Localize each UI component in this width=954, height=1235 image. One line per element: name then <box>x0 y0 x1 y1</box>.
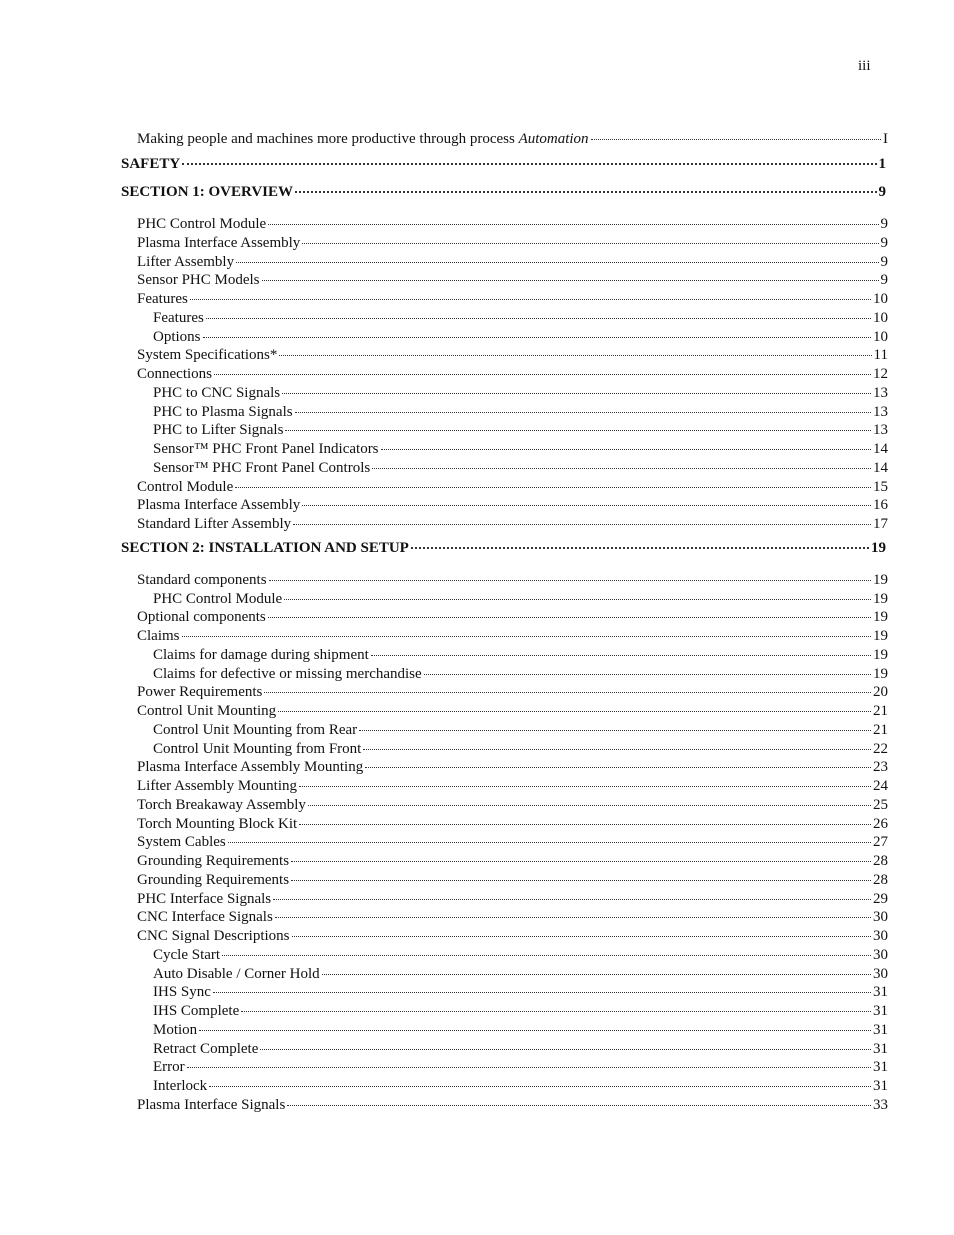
dot-leader <box>182 162 876 165</box>
toc-entry-page: 19 <box>873 665 888 682</box>
toc-entry-label <box>121 150 180 178</box>
toc-entry[interactable] <box>0 983 888 1002</box>
toc-entry-label <box>137 683 262 702</box>
toc-entry-label <box>153 965 320 984</box>
toc-entry-label <box>137 346 277 365</box>
toc-entry-page: 28 <box>873 853 888 869</box>
toc-entry-label <box>137 871 289 890</box>
toc-entry[interactable] <box>0 215 888 234</box>
toc-entry-title: Features <box>137 291 188 307</box>
toc-entry-page: 10 <box>873 291 888 307</box>
toc-entry-title: Retract Complete <box>153 1040 259 1057</box>
toc-entry-label <box>137 515 291 534</box>
toc-entry-page: 31 <box>873 1021 888 1038</box>
toc-entry-title: PHC to Plasma Signals <box>153 403 293 420</box>
toc-entry[interactable] <box>0 440 888 459</box>
dot-leader <box>302 242 878 244</box>
dot-leader <box>282 392 871 394</box>
toc-entry-title: SAFETY <box>121 156 181 172</box>
toc-entry[interactable] <box>0 871 888 890</box>
toc-entry[interactable] <box>0 796 888 815</box>
dot-leader <box>268 223 878 225</box>
dot-leader <box>295 190 876 193</box>
dot-leader <box>275 916 871 918</box>
toc-entry-page: 20 <box>873 684 888 701</box>
toc-entry-title: CNC Signal Descriptions <box>137 928 290 944</box>
toc-entry-title: Options <box>153 328 201 345</box>
dot-leader <box>228 841 871 843</box>
toc-entry-title: Plasma Interface Assembly Mounting <box>137 759 364 776</box>
toc-entry-page: 19 <box>873 628 888 644</box>
toc-entry-page: 19 <box>871 539 886 556</box>
toc-entry-page: 10 <box>873 309 888 326</box>
toc-entry-page: 19 <box>873 590 888 607</box>
page-number: iii <box>858 58 871 74</box>
toc-entry-label <box>153 421 283 440</box>
dot-leader <box>292 935 872 937</box>
dot-leader <box>213 991 871 993</box>
toc-entry-page: 25 <box>873 796 888 813</box>
toc-entry-title: Lifter Assembly <box>137 253 235 270</box>
toc-entry[interactable] <box>0 478 888 497</box>
toc-entry[interactable] <box>0 129 888 150</box>
toc-entry-title: Lifter Assembly Mounting <box>137 778 297 794</box>
toc-entry[interactable] <box>0 965 888 984</box>
toc-entry-label <box>137 852 289 871</box>
toc-entry-page: 15 <box>873 478 888 495</box>
dot-leader <box>273 898 871 900</box>
toc-entry-title: Sensor™ PHC Front Panel Indicators <box>153 441 379 457</box>
dot-leader <box>206 317 871 319</box>
toc-entry-page: 17 <box>873 516 888 532</box>
toc-entry-page: 30 <box>873 928 888 944</box>
dot-leader <box>424 673 871 675</box>
toc-entry-page: 28 <box>873 871 888 888</box>
toc-entry-title: Sensor™ PHC Front Panel Controls <box>153 459 371 476</box>
dot-leader <box>381 448 871 450</box>
toc-entry-title: PHC to CNC Signals <box>153 384 281 401</box>
dot-leader <box>291 879 871 881</box>
toc-entry-page: 22 <box>873 740 888 757</box>
toc-entry-label <box>153 1002 239 1021</box>
toc-entry-title: Grounding Requirements <box>137 871 290 888</box>
toc-entry-label <box>153 440 379 459</box>
toc-entry-page: 12 <box>873 366 888 382</box>
toc-entry[interactable] <box>0 1096 888 1115</box>
toc-entry[interactable] <box>0 927 888 946</box>
toc-entry-label <box>137 608 266 627</box>
toc-entry-title: Control Unit Mounting from Front <box>153 740 362 757</box>
toc-entry-page: 11 <box>873 347 888 364</box>
dot-leader <box>269 579 871 581</box>
toc-entry-page: 23 <box>873 759 888 776</box>
toc-entry-page: 19 <box>873 646 888 663</box>
dot-leader <box>372 467 871 469</box>
toc-entry-label <box>153 384 280 403</box>
dot-leader <box>278 710 871 712</box>
toc-entry-label <box>137 290 188 309</box>
toc-entry-label <box>137 253 234 272</box>
toc-entry-label <box>137 627 180 646</box>
toc-entry-page: 31 <box>873 1040 888 1057</box>
toc-entry[interactable] <box>0 571 888 590</box>
toc-entry-page: 19 <box>873 609 888 626</box>
dot-leader <box>299 823 871 825</box>
dot-leader <box>591 138 881 140</box>
toc-entry-label <box>153 946 220 965</box>
toc-entry-title: CNC Interface Signals <box>137 909 273 926</box>
dot-leader <box>262 279 879 281</box>
dot-leader <box>302 504 871 506</box>
toc-entry[interactable] <box>0 384 888 403</box>
toc-entry-label <box>137 365 212 384</box>
table-of-contents <box>0 129 954 1115</box>
toc-entry[interactable] <box>0 646 888 665</box>
toc-entry[interactable] <box>0 890 888 909</box>
toc-entry[interactable] <box>0 665 888 684</box>
toc-entry-page: 30 <box>873 909 888 926</box>
toc-entry-page: 13 <box>873 384 888 401</box>
toc-entry-label <box>153 721 357 740</box>
toc-entry[interactable] <box>0 833 888 852</box>
dot-leader <box>285 429 871 431</box>
toc-entry-label <box>153 403 293 422</box>
toc-entry[interactable] <box>0 1077 888 1096</box>
toc-entry-page: 9 <box>880 272 888 289</box>
toc-entry-title: Optional components <box>137 609 266 626</box>
toc-entry-label <box>153 1021 197 1040</box>
toc-entry-title: Standard components <box>137 571 267 588</box>
toc-entry-label <box>153 665 422 684</box>
toc-entry[interactable] <box>0 946 888 965</box>
toc-entry[interactable] <box>0 908 888 927</box>
toc-entry-page: 16 <box>873 497 888 514</box>
toc-entry-title: PHC Control Module <box>153 590 283 607</box>
toc-entry[interactable] <box>0 815 888 834</box>
dot-leader <box>182 635 871 637</box>
toc-entry[interactable] <box>0 346 888 365</box>
toc-entry[interactable] <box>0 1002 888 1021</box>
toc-entry-label <box>137 815 297 834</box>
toc-entry-page: 9 <box>878 184 886 200</box>
dot-leader <box>293 523 871 525</box>
toc-entry-title: Connections <box>137 366 212 382</box>
toc-entry-page: 30 <box>873 946 888 963</box>
toc-entry[interactable] <box>0 309 888 328</box>
toc-entry[interactable] <box>0 627 888 646</box>
toc-entry-label <box>137 234 300 253</box>
toc-entry-page: 31 <box>873 1003 888 1019</box>
toc-entry[interactable] <box>0 1058 888 1077</box>
dot-leader <box>260 1048 871 1050</box>
toc-entry-label <box>153 328 201 347</box>
toc-entry-page: 9 <box>880 234 888 251</box>
toc-entry-title: Control Unit Mounting from Rear <box>153 721 358 738</box>
toc-entry[interactable] <box>0 721 888 740</box>
toc-entry[interactable] <box>0 515 888 534</box>
toc-entry[interactable] <box>0 365 888 384</box>
toc-entry[interactable] <box>0 328 888 347</box>
toc-entry-page: 30 <box>873 965 888 982</box>
dot-leader <box>299 785 871 787</box>
toc-entry-label <box>153 1077 207 1096</box>
toc-entry-title: Claims <box>137 628 180 644</box>
toc-entry-page: 21 <box>873 703 888 719</box>
toc-entry-title: Interlock <box>153 1078 208 1094</box>
toc-entry-page: 10 <box>873 328 888 345</box>
toc-entry-label <box>137 571 267 590</box>
toc-entry-label <box>137 758 363 777</box>
toc-entry[interactable] <box>0 234 888 253</box>
toc-entry-label <box>153 1040 258 1059</box>
dot-leader <box>190 298 871 300</box>
toc-entry-title: Grounding Requirements <box>137 853 290 869</box>
toc-entry-title: Plasma Interface Assembly <box>137 234 301 251</box>
toc-entry-label <box>153 459 370 478</box>
toc-entry-label <box>153 309 204 328</box>
toc-entry-page: 31 <box>873 1059 888 1076</box>
toc-entry-title: Torch Breakaway Assembly <box>137 796 306 813</box>
toc-entry-title: Cycle Start <box>153 946 221 963</box>
toc-entry-label <box>137 215 266 234</box>
toc-entry-page: 26 <box>873 815 888 832</box>
toc-entry[interactable] <box>0 178 886 206</box>
toc-entry-title: Error <box>153 1059 185 1076</box>
toc-entry-page: 13 <box>873 422 888 439</box>
dot-leader <box>363 748 871 750</box>
toc-entry-label <box>153 740 361 759</box>
toc-entry[interactable] <box>0 1040 888 1059</box>
toc-entry-title: System Specifications* <box>137 347 278 364</box>
toc-entry[interactable] <box>0 150 886 178</box>
toc-entry-page: 9 <box>880 216 888 232</box>
dot-leader <box>411 546 869 549</box>
dot-leader <box>268 616 871 618</box>
toc-entry-label <box>153 646 369 665</box>
dot-leader <box>241 1010 871 1012</box>
toc-entry[interactable] <box>0 496 888 515</box>
toc-entry[interactable] <box>0 403 888 422</box>
toc-entry-page: 1 <box>878 156 886 172</box>
toc-entry-label <box>137 1096 285 1115</box>
dot-leader <box>359 729 871 731</box>
toc-entry[interactable] <box>0 459 888 478</box>
toc-entry-label <box>137 496 300 515</box>
toc-entry-label <box>137 129 589 150</box>
toc-entry-page: 24 <box>873 778 888 794</box>
toc-entry-title: IHS Sync <box>153 984 211 1001</box>
dot-leader <box>295 411 871 413</box>
toc-entry-title: Plasma Interface Assembly <box>137 497 301 514</box>
toc-entry-title: SECTION 1: OVERVIEW <box>121 184 294 200</box>
toc-entry-title: Power Requirements <box>137 684 263 701</box>
toc-entry-label <box>137 796 306 815</box>
toc-entry-page: 14 <box>873 441 888 457</box>
toc-entry-label <box>153 1058 185 1077</box>
toc-entry-label <box>137 777 297 796</box>
toc-entry-label <box>121 178 293 206</box>
toc-entry[interactable] <box>0 608 888 627</box>
dot-leader <box>264 691 871 693</box>
toc-entry-page: 19 <box>873 571 888 588</box>
toc-entry[interactable] <box>0 758 888 777</box>
toc-entry-label <box>153 983 211 1002</box>
dot-leader <box>365 766 871 768</box>
toc-entry[interactable] <box>0 534 886 562</box>
toc-entry[interactable] <box>0 740 888 759</box>
dot-leader <box>203 336 871 338</box>
toc-entry-title: Claims for defective or missing merchandise <box>153 665 422 682</box>
toc-entry[interactable] <box>0 683 888 702</box>
dot-leader <box>199 1029 871 1031</box>
dot-leader <box>291 860 871 862</box>
toc-entry[interactable] <box>0 421 888 440</box>
toc-entry-title: System Cables <box>137 834 226 851</box>
toc-entry[interactable] <box>0 271 888 290</box>
toc-entry-page: I <box>883 131 888 147</box>
toc-entry-label <box>137 890 271 909</box>
toc-entry[interactable] <box>0 777 888 796</box>
toc-entry-title: PHC Control Module <box>137 216 267 232</box>
dot-leader <box>322 973 871 975</box>
toc-entry[interactable] <box>0 852 888 871</box>
toc-entry-label <box>137 927 290 946</box>
toc-entry-label <box>137 833 226 852</box>
dot-leader <box>214 373 871 375</box>
toc-entry-label <box>137 478 233 497</box>
dot-leader <box>235 486 871 488</box>
toc-entry-label <box>137 702 276 721</box>
toc-entry-title: Making people and machines more productive through process <box>137 131 519 147</box>
toc-entry-title: Control Module <box>137 478 234 495</box>
toc-entry-label <box>121 534 409 562</box>
toc-entry[interactable] <box>0 253 888 272</box>
toc-entry-page: 13 <box>873 403 888 420</box>
toc-entry-page: 9 <box>880 253 888 270</box>
toc-entry-title: Claims for damage during shipment <box>153 646 369 663</box>
toc-entry-label <box>153 590 282 609</box>
toc-entry-page: 14 <box>873 459 888 476</box>
toc-entry-page: 33 <box>873 1096 888 1113</box>
toc-entry-page: 27 <box>873 834 888 851</box>
dot-leader <box>284 598 871 600</box>
toc-entry-title-emphasis: Automation <box>518 131 589 147</box>
dot-leader <box>209 1085 871 1087</box>
toc-entry-title: Auto Disable / Corner Hold <box>153 965 320 982</box>
dot-leader <box>308 804 871 806</box>
toc-entry-title: SECTION 2: INSTALLATION AND SETUP <box>121 539 409 556</box>
dot-leader <box>279 354 871 356</box>
toc-entry-title: Motion <box>153 1021 198 1038</box>
toc-entry[interactable] <box>0 702 888 721</box>
toc-entry-label <box>137 271 260 290</box>
toc-entry-title: Features <box>153 309 204 326</box>
toc-entry-title: PHC Interface Signals <box>137 890 272 907</box>
toc-entry-title: PHC to Lifter Signals <box>153 422 284 439</box>
toc-entry-page: 29 <box>873 890 888 907</box>
toc-entry-title: Torch Mounting Block Kit <box>137 815 298 832</box>
toc-entry[interactable] <box>0 590 888 609</box>
dot-leader <box>371 654 871 656</box>
toc-entry-title: Plasma Interface Signals <box>137 1096 286 1113</box>
toc-entry-title: Standard Lifter Assembly <box>137 516 292 532</box>
dot-leader <box>187 1066 871 1068</box>
toc-entry-title: Sensor PHC Models <box>137 272 260 289</box>
dot-leader <box>236 261 878 263</box>
toc-entry-title: IHS Complete <box>153 1003 240 1019</box>
dot-leader <box>287 1104 871 1106</box>
toc-entry-page: 31 <box>873 984 888 1001</box>
toc-entry[interactable] <box>0 290 888 309</box>
toc-entry-title: Control Unit Mounting <box>137 703 277 719</box>
toc-entry[interactable] <box>0 1021 888 1040</box>
toc-entry-label <box>137 908 273 927</box>
toc-entry-page: 21 <box>873 721 888 738</box>
toc-entry-page: 31 <box>873 1078 888 1094</box>
dot-leader <box>222 954 871 956</box>
